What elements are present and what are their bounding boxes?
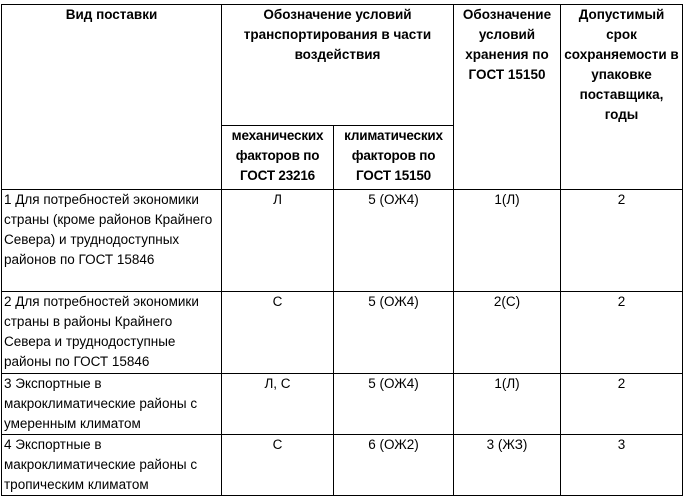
delivery-type-cell: 1 Для потребностей экономики страны (кроме районов Крайнего Севера) и труднодоступных районов по ГОСТ 15846 <box>2 190 222 292</box>
header-mechanical-factors: механических факторов по ГОСТ 23216 <box>222 126 334 190</box>
delivery-type-cell: 2 Для потребностей экономики страны в районы Крайнего Севера и труднодоступные районы по ГОСТ 15846 <box>2 292 222 374</box>
table-row <box>2 374 683 435</box>
shelf-life-cell: 2 <box>561 190 683 292</box>
mechanical-cell: С <box>222 435 334 496</box>
header-transport-conditions: Обозначение условий транспортирования в части воздействия <box>222 5 454 126</box>
delivery-type-cell: 4 Экспортные в макроклиматические районы с тропическим климатом <box>2 435 222 496</box>
table-row <box>2 435 683 496</box>
header-row-top <box>2 5 683 126</box>
shelf-life-cell: 2 <box>561 374 683 435</box>
header-storage-conditions: Обозначение условий хранения по ГОСТ 15150 <box>454 5 561 190</box>
storage-cell: 2(С) <box>454 292 561 374</box>
storage-cell: 1(Л) <box>454 374 561 435</box>
mechanical-cell: Л, С <box>222 374 334 435</box>
delivery-type-cell: 3 Экспортные в макроклиматические районы с умеренным климатом <box>2 374 222 435</box>
climatic-cell: 5 (ОЖ4) <box>334 374 454 435</box>
climatic-cell: 6 (ОЖ2) <box>334 435 454 496</box>
gost-conditions-table <box>1 4 683 496</box>
header-climatic-factors: климатических факторов по ГОСТ 15150 <box>334 126 454 190</box>
header-delivery-type: Вид поставки <box>2 5 222 190</box>
climatic-cell: 5 (ОЖ4) <box>334 190 454 292</box>
header-shelf-life: Допустимый срок сохраняемости в упаковке поставщика, годы <box>561 5 683 190</box>
storage-cell: 1(Л) <box>454 190 561 292</box>
climatic-cell: 5 (ОЖ4) <box>334 292 454 374</box>
table-row <box>2 292 683 374</box>
shelf-life-cell: 2 <box>561 292 683 374</box>
storage-cell: 3 (ЖЗ) <box>454 435 561 496</box>
table-row <box>2 190 683 292</box>
mechanical-cell: Л <box>222 190 334 292</box>
mechanical-cell: С <box>222 292 334 374</box>
shelf-life-cell: 3 <box>561 435 683 496</box>
